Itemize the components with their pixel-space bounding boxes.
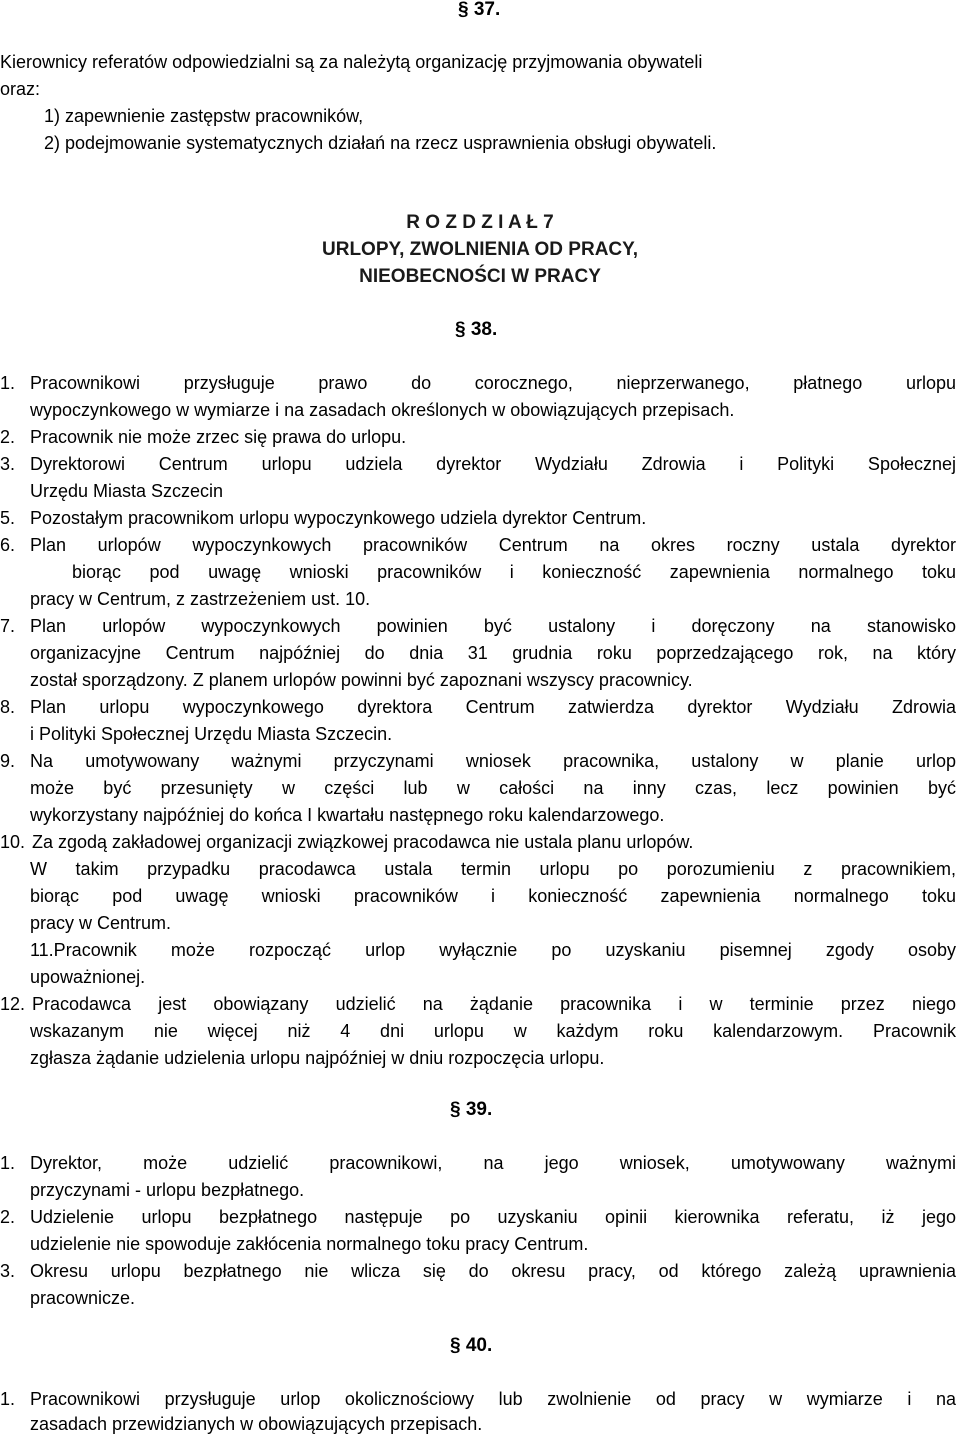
item-text: przyczynami - urlopu bezpłatnego. [30, 1180, 305, 1200]
item-text: Udzielenie urlopu bezpłatnego następuje po uzyskaniu opinii kierownika referatu, iż jego [30, 1207, 956, 1227]
item-text: i Polityki Społecznej Urzędu Miasta Szczecin. [30, 724, 393, 744]
item-number: 8. [0, 697, 16, 717]
item-text: Za zgodą zakładowej organizacji związkowej pracodawca nie ustala planu urlopów. [32, 832, 694, 852]
item-number: 5. [0, 508, 16, 528]
item-number: 2. [0, 1207, 16, 1227]
item-text: Na umotywowany ważnymi przyczynami wniosek pracownika, ustalony w planie urlop [30, 751, 956, 771]
item-text: udzielenie nie spowoduje zakłócenia normalnego toku pracy Centrum. [30, 1234, 589, 1254]
item-text: Pracownikowi przysługuje prawo do corocznego, nieprzerwanego, płatnego urlopu [30, 373, 956, 393]
item-number: 1. [0, 1153, 16, 1173]
item-text: został sporządzony. Z planem urlopów powinni być zapoznani wszyscy pracownicy. [30, 670, 693, 690]
item-text: Pracodawca jest obowiązany udzielić na żądanie pracownika i w terminie przez niego [32, 994, 956, 1014]
item-number: 10. [0, 832, 26, 852]
section-40-heading: § 40. [450, 1335, 493, 1356]
chapter-title: R O Z D Z I A Ł 7 [406, 212, 554, 233]
chapter-subtitle: NIEOBECNOŚCI W PRACY [359, 266, 601, 287]
item-text: Dyrektor, może udzielić pracownikowi, na jego wniosek, umotywowany ważnymi [30, 1153, 956, 1173]
item-text: biorąc pod uwagę wnioski pracowników i konieczność zapewnienia normalnego toku [30, 886, 956, 906]
paragraph-line: oraz: [0, 79, 41, 99]
item-text: zgłasza żądanie udzielenia urlopu najpóźniej w dniu rozpoczęcia urlopu. [30, 1048, 605, 1068]
item-text: W takim przypadku pracodawca ustala termin urlopu po porozumieniu z pracownikiem, [30, 859, 956, 879]
item-number: 7. [0, 616, 16, 636]
item-number: 3. [0, 454, 16, 474]
item-text: Pozostałym pracownikom urlopu wypoczynkowego udziela dyrektor Centrum. [30, 508, 647, 528]
item-text: Dyrektorowi Centrum urlopu udziela dyrektor Wydziału Zdrowia i Polityki Społecznej [30, 454, 956, 474]
item-text: Urzędu Miasta Szczecin [30, 481, 224, 501]
item-number: 1. [0, 373, 16, 393]
item-text: pracy w Centrum. [30, 913, 172, 933]
item-text: wykorzystany najpóźniej do końca I kwartału następnego roku kalendarzowego. [30, 805, 665, 825]
item-text: Pracownikowi przysługuje urlop okolicznościowy lub zwolnienie od pracy w wymiarze i na [30, 1389, 956, 1409]
item-number: 9. [0, 751, 16, 771]
item-number: 1. [0, 1389, 16, 1409]
item-text: Okresu urlopu bezpłatnego nie wlicza się do okresu pracy, od którego zależą uprawnienia [30, 1261, 956, 1281]
chapter-subtitle: URLOPY, ZWOLNIENIA OD PRACY, [322, 239, 638, 260]
item-text: pracownicze. [30, 1288, 136, 1308]
item-text: wypoczynkowego w wymiarze i na zasadach określonych w obowiązujących przepisach. [30, 400, 735, 420]
item-text: zasadach przewidzianych w obowiązujących przepisach. [30, 1414, 483, 1434]
item-text: upoważnionej. [30, 967, 146, 987]
item-text: Plan urlopu wypoczynkowego dyrektora Centrum zatwierdza dyrektor Wydziału Zdrowia [30, 697, 956, 717]
item-text: wskazanym nie więcej niż 4 dni urlopu w każdym roku kalendarzowym. Pracownik [30, 1021, 956, 1041]
item-text: Pracownik nie może zrzec się prawa do urlopu. [30, 427, 407, 447]
item-number: 3. [0, 1261, 16, 1281]
item-text: organizacyjne Centrum najpóźniej do dnia 31 grudnia roku poprzedzającego rok, na który [30, 643, 956, 663]
section-37-heading: § 37. [458, 0, 501, 20]
item-text: biorąc pod uwagę wnioski pracowników i konieczność zapewnienia normalnego toku [72, 562, 956, 582]
item-number: 6. [0, 535, 16, 555]
section-39-heading: § 39. [450, 1099, 493, 1120]
section-38-heading: § 38. [455, 319, 498, 340]
list-item: 1) zapewnienie zastępstw pracowników, [44, 106, 364, 126]
item-text: Plan urlopów wypoczynkowych pracowników Centrum na okres roczny ustala dyrektor [30, 535, 956, 555]
item-number: 2. [0, 427, 16, 447]
item-text: Plan urlopów wypoczynkowych powinien być ustalony i doręczony na stanowisko [30, 616, 956, 636]
item-text: 11.Pracownik może rozpocząć urlop wyłącznie po uzyskaniu pisemnej zgody osoby [30, 940, 956, 960]
paragraph-line: Kierownicy referatów odpowiedzialni są za należytą organizację przyjmowania obywateli [0, 52, 703, 72]
item-text: pracy w Centrum, z zastrzeżeniem ust. 10. [30, 589, 371, 609]
item-text: może być przesunięty w części lub w całości na inny czas, lecz powinien być [30, 778, 956, 798]
list-item: 2) podejmowanie systematycznych działań na rzecz usprawnienia obsługi obywateli. [44, 133, 717, 153]
item-number: 12. [0, 994, 26, 1014]
